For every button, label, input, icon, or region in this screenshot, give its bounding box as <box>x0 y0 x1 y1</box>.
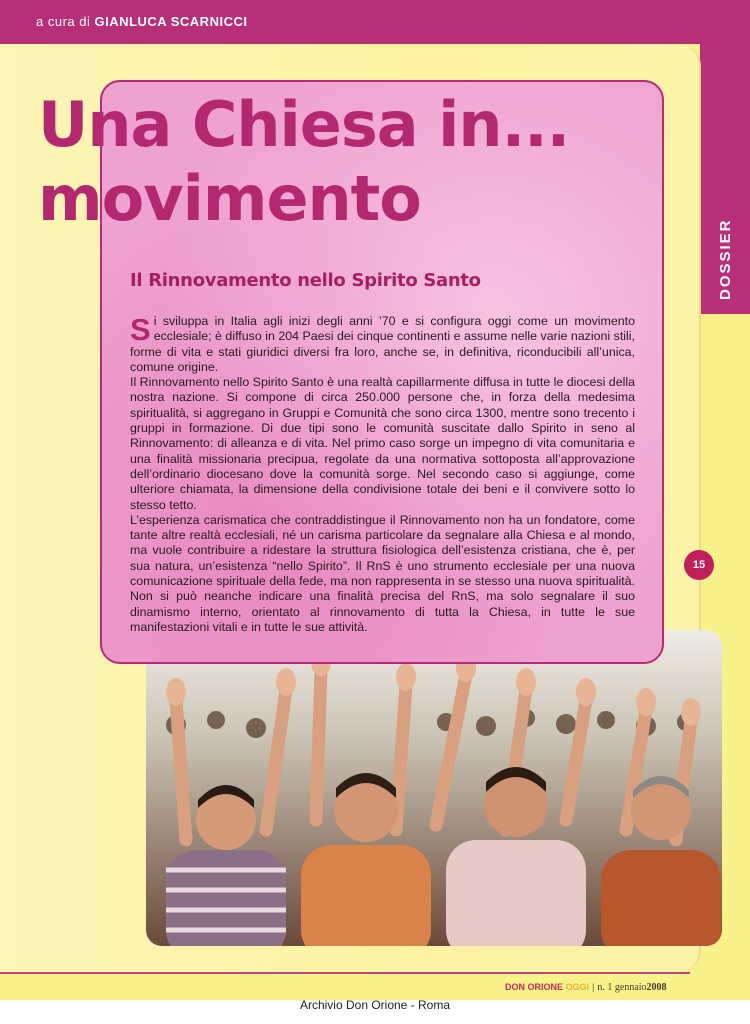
byline-author: GIANLUCA SCARNICCI <box>94 14 248 29</box>
paragraph-1-text: i sviluppa in Italia agli inizi degli anni ’70 e si configura oggi come un movimento ecclesiale; è diffuso in 204 Paesi dei cinque continenti e assume nelle varie nazioni stili, forme di vita e stati giuridici diversi fra loro, anche se, in definitiva, riconducibili all’unica, comune origine. <box>130 314 635 374</box>
article-subtitle: Il Rinnovamento nello Spirito Santo <box>130 270 481 291</box>
magazine-name-accent: OGGI <box>565 982 590 992</box>
article-body <box>130 314 635 635</box>
crowd-illustration <box>146 630 722 946</box>
page-footer: DON ORIONE OGGI | n. 1 gennaio2008 <box>505 982 667 993</box>
byline-prefix: a cura di <box>36 14 91 29</box>
footer-divider <box>0 972 690 974</box>
page-number-badge: 15 <box>684 550 714 580</box>
drop-cap: S <box>130 312 151 347</box>
magazine-name: DON ORIONE <box>505 982 564 992</box>
issue-info: n. 1 gennaio <box>597 982 647 993</box>
archive-caption: Archivio Don Orione - Roma <box>299 998 451 1012</box>
issue-year: 2008 <box>646 982 667 993</box>
paragraph-1 <box>130 314 635 375</box>
paragraph-3: L’esperienza carismatica che contraddistingue il Rinnovamento non ha un fondatore, come tante altre realtà ecclesiali, né un carisma particolare da segnalare alla Chiesa e al mondo, ma vuole contribuire a ridestare la struttura fisiologica dell’esistenza cristiana, che è, per sua natura, un’esistenza “nello Spirito”. Il RnS è uno strumento ecclesiale per una nuova comunicazione spirituale della fede, ma non rappresenta in se stesso una nuova spiritualità. Non si può neanche indicare una finalità precisa del RnS, ma solo segnalare il suo dinamismo interno, orientato al rinnovamento di tutta la Chiesa, in tutte le sue manifestazioni vitali e in tutte le sue attività. <box>130 512 635 634</box>
section-label: DOSSIER <box>717 218 734 300</box>
byline <box>36 14 247 29</box>
congregation-photo <box>146 630 722 946</box>
paragraph-2: Il Rinnovamento nello Spirito Santo è una realtà capillarmente diffusa in tutte le diocesi della nostra nazione. Si compone di circa 250.000 persone che, in forza della medesima spiritualità, si aggregano in Gruppi e Comunità che sono circa 1300, mentre sono trecento i gruppi in formazione. Di due tipi sono le comunità suscitate dallo Spirito in seno al Rinnovamento: di alleanza e di vita. Nel primo caso sorge un impegno di vita comunitaria e una finalità missionaria precipua, regolate da una normativa sottoposta all’approvazione dell’ordinario diocesano dove la comunità sorge. Nel secondo caso si aggiunge, come ulteriore chiamata, la dimensione della condivisione totale dei beni e il convivere sotto lo stesso tetto. <box>130 375 635 512</box>
article-title: Una Chiesa in... movimento <box>38 88 570 235</box>
top-header-band <box>0 0 750 44</box>
